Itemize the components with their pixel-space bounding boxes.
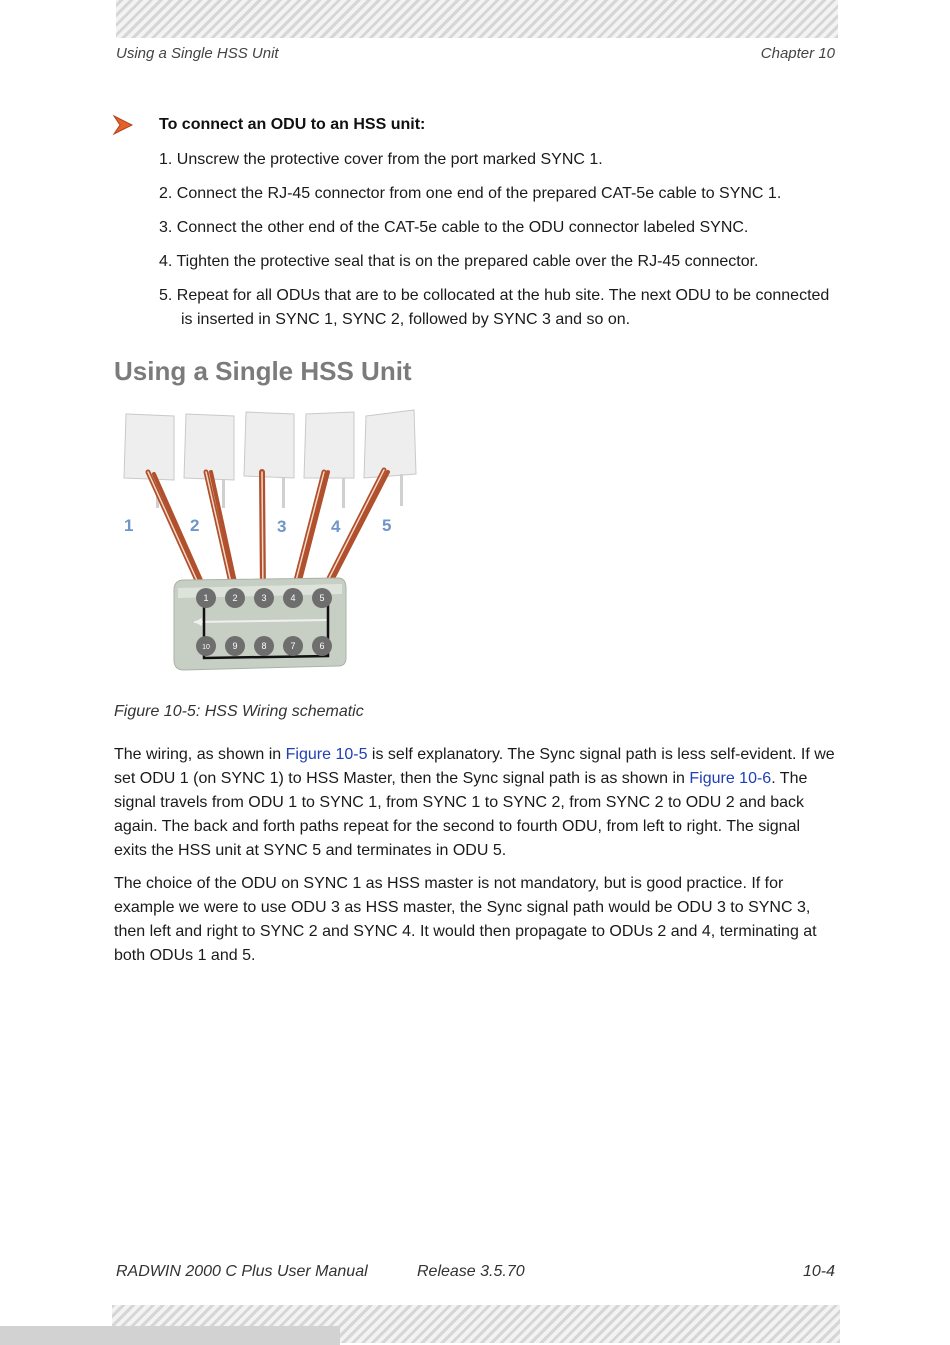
cable-1b bbox=[154, 474, 208, 596]
odu-panel-4 bbox=[304, 412, 354, 508]
odu-label-3: 3 bbox=[277, 517, 287, 536]
port-bottom-label-10: 10 bbox=[202, 644, 210, 651]
port-top-label-3: 3 bbox=[261, 593, 267, 603]
body-paragraph-1 bbox=[114, 743, 836, 863]
body-paragraph-2: The choice of the ODU on SYNC 1 as HSS master is not mandatory, but is good practice. If for example we were to use ODU 3 as HSS master, the Sync signal path would be ODU 3 to SYNC 3, then left and right to SYNC 2 and SYNC 4. It would then propagate to ODUs 2 and 4, terminating at both ODUs 1 and 5. bbox=[114, 875, 817, 964]
port-bottom-label-8: 8 bbox=[261, 641, 267, 651]
procedure-title: To connect an ODU to an HSS unit: bbox=[159, 116, 426, 133]
procedure-step: 5. Repeat for all ODUs that are to be collocated at the hub site. The next ODU to be connected is inserted in SYNC 1, SYNC 2, followed by SYNC 3 and so on. bbox=[159, 287, 830, 328]
footer-grey-bar bbox=[0, 1326, 340, 1345]
port-bottom-label-6: 6 bbox=[319, 641, 325, 651]
port-bottom-label-7: 7 bbox=[290, 641, 296, 651]
hss-wiring-schematic bbox=[114, 408, 424, 678]
figure-10-6-link[interactable]: Figure 10-6 bbox=[689, 770, 772, 787]
port-top-label-1: 1 bbox=[203, 593, 209, 603]
odu-label-5: 5 bbox=[382, 516, 392, 535]
footer-release: Release 3.5.70 bbox=[417, 1263, 525, 1280]
footer-manual-title: RADWIN 2000 C Plus User Manual bbox=[116, 1263, 368, 1280]
port-top-label-5: 5 bbox=[319, 593, 325, 603]
section-heading: Using a Single HSS Unit bbox=[114, 356, 412, 386]
port-top-label-2: 2 bbox=[232, 593, 238, 603]
procedure-step: 1. Unscrew the protective cover from the port marked SYNC 1. bbox=[159, 151, 603, 168]
paragraph-text: The wiring, as shown in bbox=[114, 746, 286, 763]
cable-4b bbox=[296, 472, 328, 596]
arrow-bullet-icon bbox=[112, 114, 134, 136]
running-header-chapter: Chapter 10 bbox=[760, 45, 835, 62]
running-header-title: Using a Single HSS Unit bbox=[116, 45, 279, 62]
paragraph-text: . The signal travels from ODU 1 to SYNC 1, from SYNC 1 to SYNC 2, from SYNC 2 to ODU 2 and back again. The back and forth paths repeat for the second to fourth ODU, from left to right. The signal exits the HSS unit at SYNC 5 and terminates in ODU 5. bbox=[114, 770, 808, 859]
odu-label-4: 4 bbox=[331, 517, 341, 536]
odu-label-1: 1 bbox=[124, 516, 134, 535]
header-hatch-band bbox=[116, 0, 838, 38]
figure-caption: Figure 10-5: HSS Wiring schematic bbox=[114, 703, 364, 720]
port-top-label-4: 4 bbox=[290, 593, 296, 603]
port-bottom-label-9: 9 bbox=[232, 641, 238, 651]
sync-cables bbox=[148, 470, 388, 596]
paragraph-text: is self explanatory. The Sync signal path is less self-evident. If we set ODU 1 (on SYNC 1) to HSS Master, then the Sync signal path is as shown in bbox=[114, 746, 835, 787]
procedure-steps bbox=[159, 148, 839, 342]
figure-10-5-link[interactable]: Figure 10-5 bbox=[285, 746, 368, 763]
procedure-step: 2. Connect the RJ-45 connector from one end of the prepared CAT-5e cable to SYNC 1. bbox=[159, 185, 782, 202]
procedure-step: 4. Tighten the protective seal that is on the prepared cable over the RJ-45 connector. bbox=[159, 253, 759, 270]
footer-page-number: 10-4 bbox=[802, 1263, 835, 1280]
odu-panel-3 bbox=[244, 412, 294, 508]
odu-panel-1 bbox=[124, 414, 174, 508]
odu-label-2: 2 bbox=[190, 516, 200, 535]
procedure-step: 3. Connect the other end of the CAT-5e cable to the ODU connector labeled SYNC. bbox=[159, 219, 749, 236]
